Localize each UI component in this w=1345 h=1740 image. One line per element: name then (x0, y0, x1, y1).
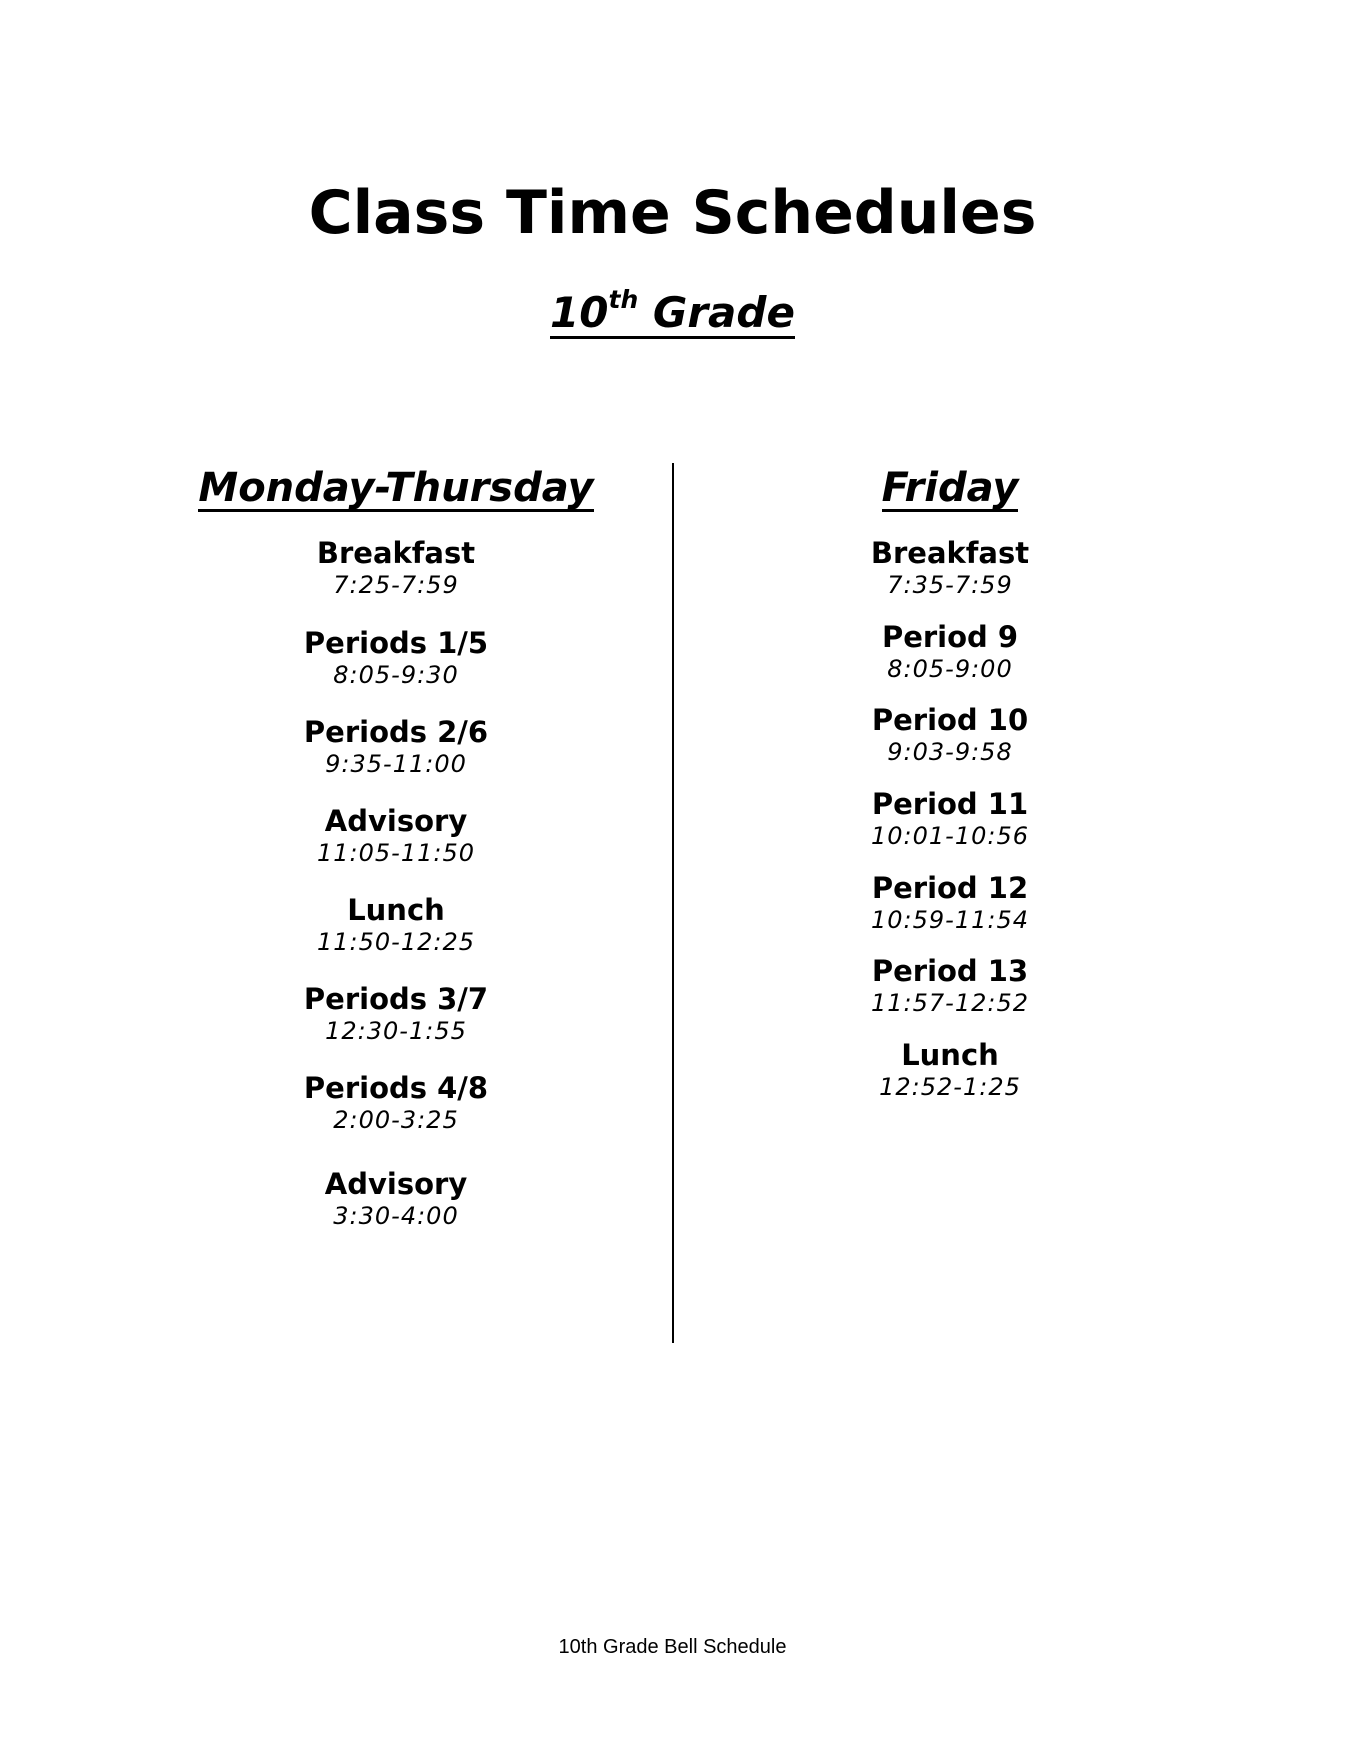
entry-label: Advisory (324, 1167, 468, 1201)
entry-time: 12:52-1:25 (879, 1073, 1021, 1101)
schedule-entry (750, 787, 1150, 851)
entry-label: Advisory (324, 804, 468, 838)
entry-label: Periods 4/8 (303, 1071, 489, 1105)
schedule-entry (196, 1167, 596, 1231)
schedule-entry (196, 536, 596, 600)
entry-label: Period 11 (871, 787, 1029, 821)
entry-time: 10:01-10:56 (871, 822, 1029, 850)
entry-label: Lunch (901, 1038, 999, 1072)
entry-label: Period 10 (871, 703, 1029, 737)
monday-thursday-heading: Monday-Thursday (198, 465, 594, 511)
entry-time: 2:00-3:25 (333, 1106, 459, 1134)
entry-time: 11:05-11:50 (317, 839, 475, 867)
grade-subtitle (550, 285, 795, 339)
schedule-entry (750, 536, 1150, 600)
page-title: Class Time Schedules (308, 178, 1037, 248)
entry-label: Periods 3/7 (303, 982, 489, 1016)
entry-label: Lunch (347, 893, 445, 927)
entry-label: Periods 1/5 (303, 626, 489, 660)
schedule-entry (196, 893, 596, 957)
entry-time: 8:05-9:00 (887, 655, 1013, 683)
entry-time: 8:05-9:30 (333, 661, 459, 689)
entry-time: 12:30-1:55 (325, 1017, 467, 1045)
schedule-entry (750, 703, 1150, 767)
entry-label: Periods 2/6 (303, 715, 489, 749)
schedule-entry (750, 954, 1150, 1018)
schedule-entry (750, 871, 1150, 935)
schedule-entry (196, 626, 596, 690)
entry-time: 3:30-4:00 (333, 1202, 459, 1230)
schedule-entry (750, 620, 1150, 684)
entry-time: 11:57-12:52 (871, 989, 1029, 1017)
entry-label: Breakfast (316, 536, 476, 570)
schedule-entry (196, 1071, 596, 1135)
monday-thursday-column (196, 465, 596, 1230)
grade-text: Grade (638, 288, 795, 337)
entry-time: 7:35-7:59 (887, 571, 1013, 599)
entry-time: 11:50-12:25 (317, 928, 475, 956)
grade-subtitle-wrap (0, 285, 1345, 339)
entry-time: 10:59-11:54 (871, 906, 1029, 934)
schedule-entry (750, 1038, 1150, 1102)
entry-time: 9:03-9:58 (887, 738, 1013, 766)
entry-label: Period 13 (871, 954, 1029, 988)
entry-label: Period 9 (881, 620, 1019, 654)
column-divider (672, 463, 674, 1343)
entry-label: Period 12 (871, 871, 1029, 905)
friday-heading: Friday (881, 465, 1019, 511)
schedule-entry (196, 982, 596, 1046)
friday-column (750, 465, 1150, 1101)
page-footer: 10th Grade Bell Schedule (558, 1636, 787, 1658)
grade-suffix: th (608, 285, 639, 314)
entry-time: 9:35-11:00 (325, 750, 467, 778)
schedule-entry (196, 715, 596, 779)
entry-label: Breakfast (870, 536, 1030, 570)
entry-time: 7:25-7:59 (333, 571, 459, 599)
grade-number: 10 (550, 288, 609, 337)
schedule-entry (196, 804, 596, 868)
